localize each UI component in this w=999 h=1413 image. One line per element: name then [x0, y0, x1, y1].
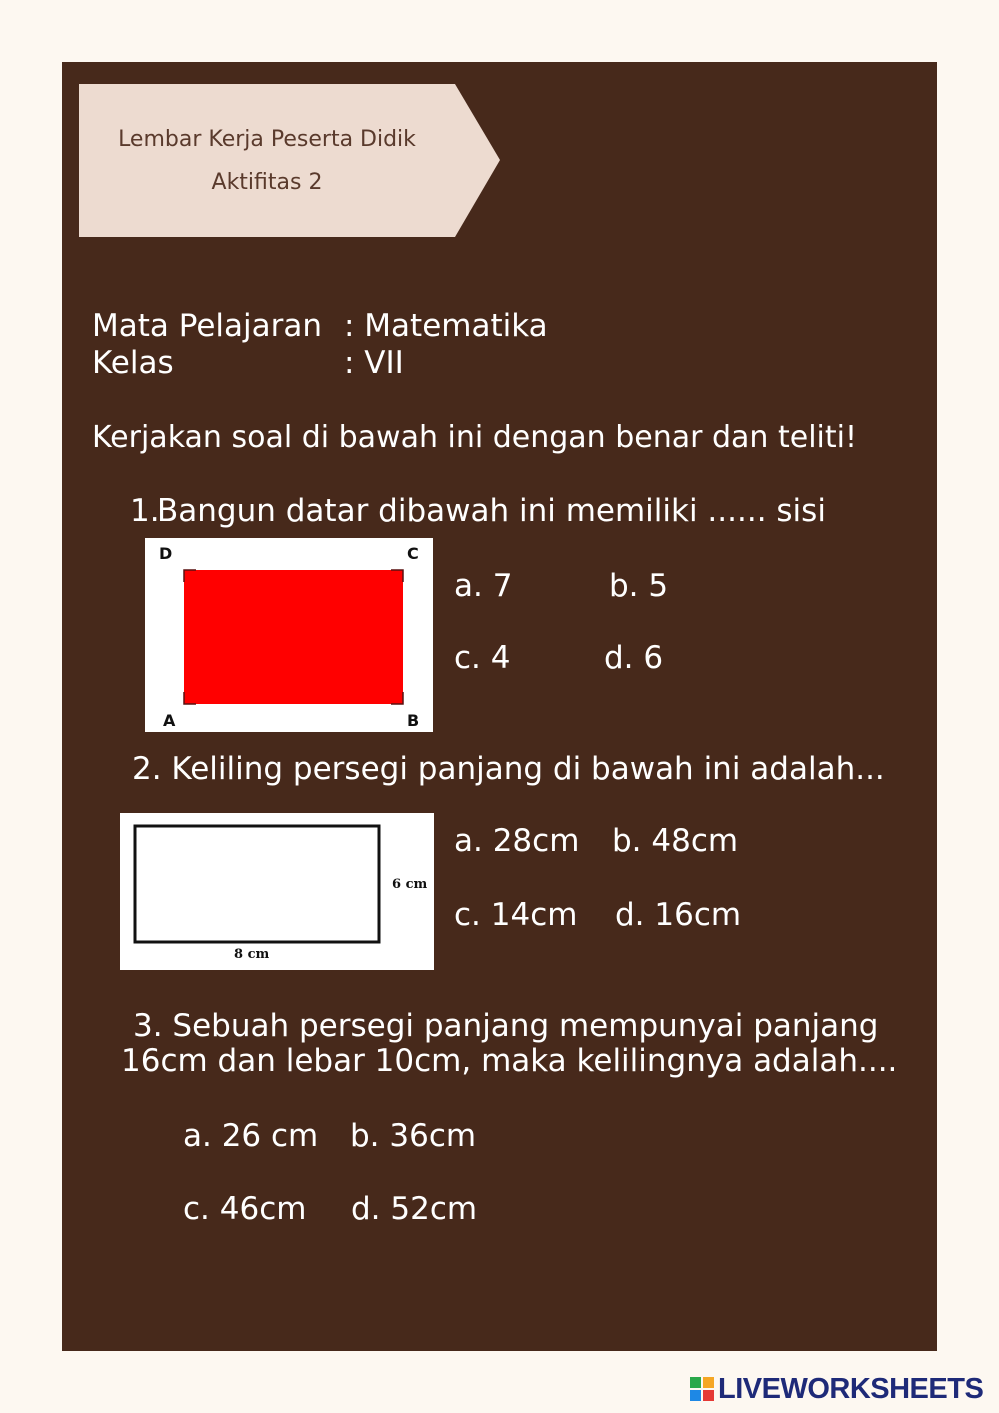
- class-value: : VII: [344, 345, 404, 381]
- vertex-a: A: [163, 711, 176, 730]
- vertex-c: C: [407, 544, 419, 563]
- q2-option-a[interactable]: a. 28cm: [454, 823, 580, 859]
- vertex-b: B: [407, 711, 420, 730]
- q3-option-a[interactable]: a. 26 cm: [183, 1118, 319, 1154]
- liveworksheets-logo[interactable]: [690, 1374, 983, 1404]
- q2-option-b[interactable]: b. 48cm: [612, 823, 739, 859]
- q2-option-d[interactable]: d. 16cm: [615, 897, 742, 933]
- instruction-text: Kerjakan soal di bawah ini dengan benar dan teliti!: [92, 420, 857, 455]
- q3-option-d[interactable]: d. 52cm: [351, 1191, 478, 1227]
- q2-rectangle-figure: [120, 813, 434, 970]
- q3-text-line2: 16cm dan lebar 10cm, maka kelilingnya adalah....: [121, 1043, 898, 1079]
- vertex-d: D: [159, 544, 173, 563]
- q2-option-c[interactable]: c. 14cm: [454, 897, 578, 933]
- q2-outline-rectangle: [135, 826, 379, 942]
- q2-width-label: 8 cm: [234, 947, 270, 962]
- q1-text: Bangun datar dibawah ini memiliki ...... sisi: [157, 493, 826, 529]
- q1-option-d[interactable]: d. 6: [604, 640, 664, 676]
- liveworksheets-blocks-icon: [690, 1377, 714, 1401]
- q3-text-line1: 3. Sebuah persegi panjang mempunyai panjang: [133, 1008, 879, 1044]
- subject-label: Mata Pelajaran: [92, 308, 323, 344]
- q1-option-a[interactable]: a. 7: [454, 568, 513, 604]
- banner-title: Lembar Kerja Peserta Didik: [118, 126, 416, 152]
- q3-option-b[interactable]: b. 36cm: [350, 1118, 477, 1154]
- q1-option-c[interactable]: c. 4: [454, 640, 511, 676]
- q2-text: 2. Keliling persegi panjang di bawah ini adalah...: [132, 751, 885, 787]
- class-label: Kelas: [92, 345, 174, 381]
- header-banner: [79, 84, 500, 237]
- q2-height-label: 6 cm: [392, 877, 428, 892]
- q1-option-b[interactable]: b. 5: [609, 568, 669, 604]
- q1-red-rectangle: [184, 570, 403, 704]
- liveworksheets-brand-text: LIVEWORKSHEETS: [718, 1372, 984, 1405]
- banner-activity: Aktifitas 2: [211, 169, 323, 195]
- q3-option-c[interactable]: c. 46cm: [183, 1191, 307, 1227]
- q1-number: 1.: [130, 493, 160, 529]
- subject-value: : Matematika: [344, 308, 548, 344]
- q1-rectangle-figure: [145, 538, 433, 732]
